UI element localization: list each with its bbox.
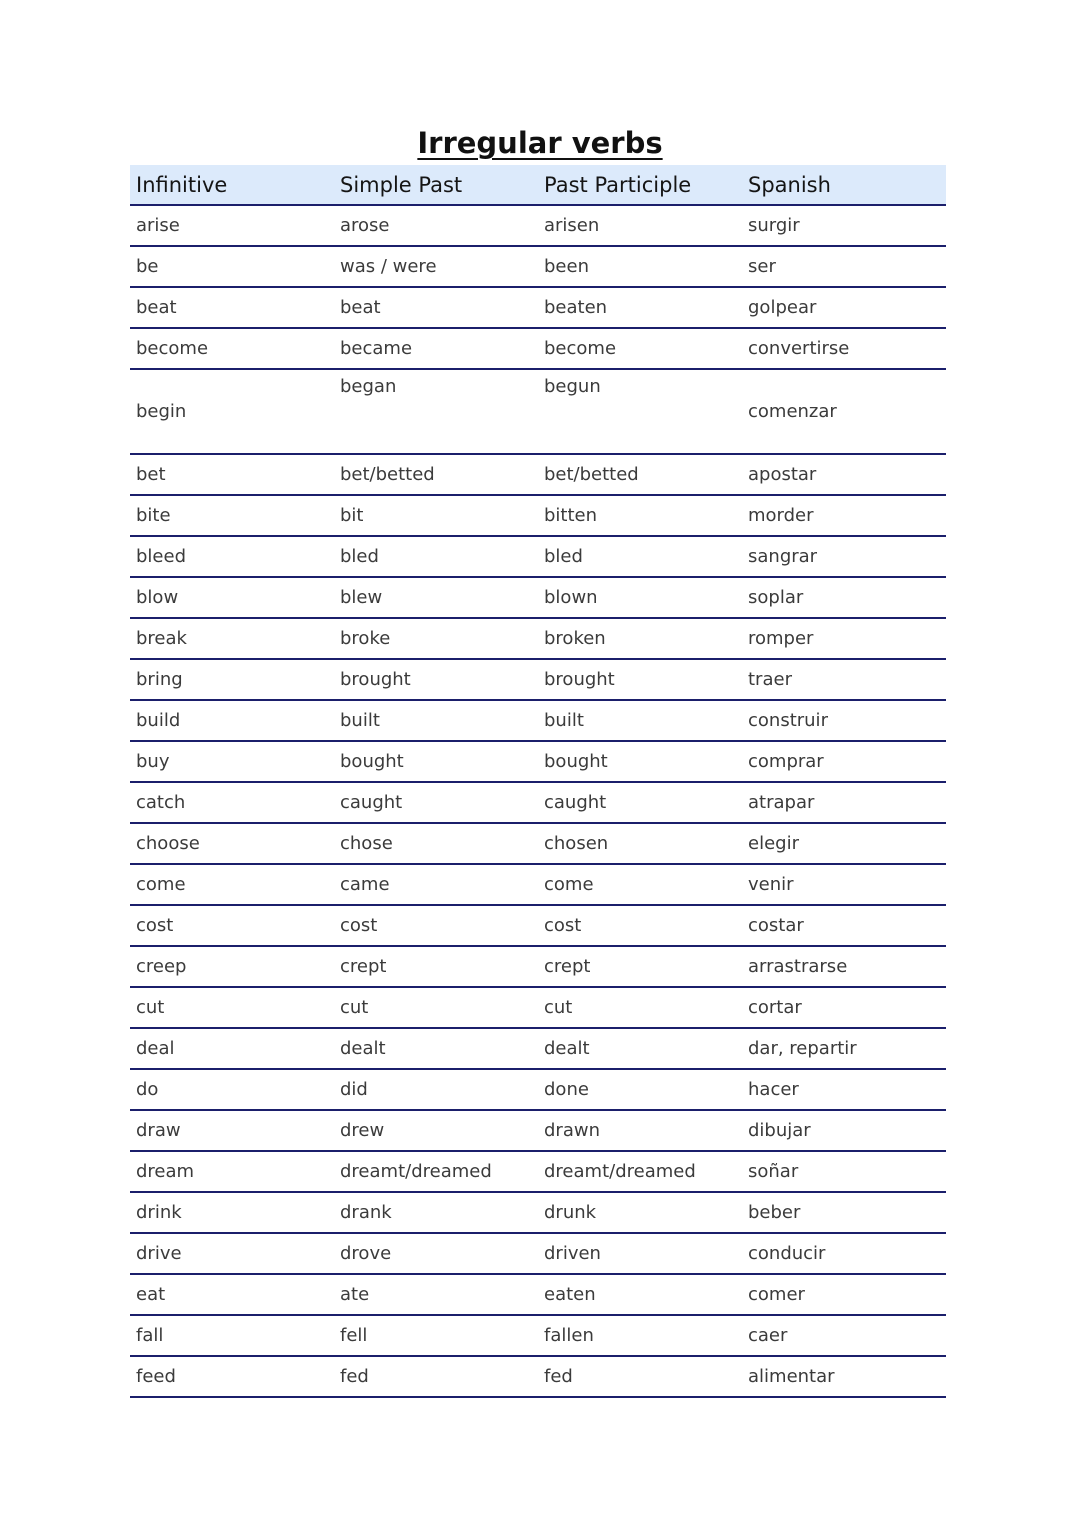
page-title: Irregular verbs	[417, 126, 663, 160]
cell-spanish: arrastrarse	[742, 946, 946, 987]
cell-infinitive: begin	[130, 369, 334, 454]
cell-infinitive: catch	[130, 782, 334, 823]
cell-past-participle: bitten	[538, 495, 742, 536]
cell-simple-past: became	[334, 328, 538, 369]
cell-past-participle: eaten	[538, 1274, 742, 1315]
table-row	[130, 1110, 946, 1151]
table-row	[130, 618, 946, 659]
cell-past-participle: become	[538, 328, 742, 369]
cell-spanish: ser	[742, 246, 946, 287]
cell-past-participle: bet/betted	[538, 454, 742, 495]
cell-spanish: morder	[742, 495, 946, 536]
cell-spanish: traer	[742, 659, 946, 700]
cell-past-participle: chosen	[538, 823, 742, 864]
cell-simple-past: brought	[334, 659, 538, 700]
table-row	[130, 495, 946, 536]
cell-spanish: comprar	[742, 741, 946, 782]
cell-simple-past: cost	[334, 905, 538, 946]
cell-simple-past: began	[334, 369, 538, 454]
table-row	[130, 1069, 946, 1110]
cell-simple-past: chose	[334, 823, 538, 864]
cell-infinitive: cost	[130, 905, 334, 946]
cell-past-participle: dreamt/dreamed	[538, 1151, 742, 1192]
cell-simple-past: fed	[334, 1356, 538, 1397]
column-header-past-participle: Past Participle	[538, 165, 742, 205]
table-row	[130, 823, 946, 864]
cell-past-participle: brought	[538, 659, 742, 700]
cell-past-participle: come	[538, 864, 742, 905]
cell-infinitive: buy	[130, 741, 334, 782]
cell-infinitive: feed	[130, 1356, 334, 1397]
cell-simple-past: bit	[334, 495, 538, 536]
cell-spanish: dar, repartir	[742, 1028, 946, 1069]
cell-simple-past: broke	[334, 618, 538, 659]
cell-infinitive: dream	[130, 1151, 334, 1192]
table-row	[130, 369, 946, 454]
cell-spanish: costar	[742, 905, 946, 946]
column-header-infinitive: Infinitive	[130, 165, 334, 205]
cell-simple-past: dealt	[334, 1028, 538, 1069]
cell-past-participle: cut	[538, 987, 742, 1028]
cell-past-participle: drunk	[538, 1192, 742, 1233]
cell-spanish: venir	[742, 864, 946, 905]
cell-infinitive: become	[130, 328, 334, 369]
cell-spanish: sangrar	[742, 536, 946, 577]
table-row	[130, 1274, 946, 1315]
table-row	[130, 1192, 946, 1233]
cell-infinitive: drive	[130, 1233, 334, 1274]
cell-past-participle: fallen	[538, 1315, 742, 1356]
cell-spanish: beber	[742, 1192, 946, 1233]
table-body	[130, 205, 946, 1397]
cell-infinitive: arise	[130, 205, 334, 246]
cell-past-participle: dealt	[538, 1028, 742, 1069]
cell-spanish: romper	[742, 618, 946, 659]
cell-infinitive: bleed	[130, 536, 334, 577]
cell-infinitive: bet	[130, 454, 334, 495]
table-row	[130, 864, 946, 905]
cell-spanish: surgir	[742, 205, 946, 246]
cell-past-participle: crept	[538, 946, 742, 987]
cell-simple-past: was / were	[334, 246, 538, 287]
cell-infinitive: build	[130, 700, 334, 741]
cell-simple-past: built	[334, 700, 538, 741]
cell-simple-past: did	[334, 1069, 538, 1110]
cell-past-participle: done	[538, 1069, 742, 1110]
cell-infinitive: bite	[130, 495, 334, 536]
cell-spanish: construir	[742, 700, 946, 741]
cell-past-participle: bled	[538, 536, 742, 577]
table-row	[130, 946, 946, 987]
cell-infinitive: come	[130, 864, 334, 905]
table-row	[130, 246, 946, 287]
cell-past-participle: bought	[538, 741, 742, 782]
cell-simple-past: bought	[334, 741, 538, 782]
cell-simple-past: drove	[334, 1233, 538, 1274]
cell-simple-past: cut	[334, 987, 538, 1028]
table-row	[130, 1315, 946, 1356]
cell-infinitive: beat	[130, 287, 334, 328]
cell-spanish: apostar	[742, 454, 946, 495]
cell-spanish: convertirse	[742, 328, 946, 369]
table-row	[130, 328, 946, 369]
table-row	[130, 454, 946, 495]
cell-spanish: conducir	[742, 1233, 946, 1274]
cell-infinitive: blow	[130, 577, 334, 618]
cell-infinitive: bring	[130, 659, 334, 700]
cell-simple-past: fell	[334, 1315, 538, 1356]
cell-past-participle: begun	[538, 369, 742, 454]
cell-past-participle: blown	[538, 577, 742, 618]
cell-spanish: elegir	[742, 823, 946, 864]
cell-simple-past: arose	[334, 205, 538, 246]
cell-simple-past: crept	[334, 946, 538, 987]
cell-infinitive: be	[130, 246, 334, 287]
table-row	[130, 987, 946, 1028]
cell-past-participle: broken	[538, 618, 742, 659]
cell-simple-past: dreamt/dreamed	[334, 1151, 538, 1192]
cell-past-participle: been	[538, 246, 742, 287]
cell-past-participle: built	[538, 700, 742, 741]
cell-infinitive: creep	[130, 946, 334, 987]
table-row	[130, 1028, 946, 1069]
cell-simple-past: blew	[334, 577, 538, 618]
cell-simple-past: caught	[334, 782, 538, 823]
cell-simple-past: beat	[334, 287, 538, 328]
table-row	[130, 659, 946, 700]
cell-spanish: comenzar	[742, 369, 946, 454]
cell-simple-past: bled	[334, 536, 538, 577]
cell-simple-past: came	[334, 864, 538, 905]
cell-past-participle: arisen	[538, 205, 742, 246]
cell-infinitive: drink	[130, 1192, 334, 1233]
cell-simple-past: ate	[334, 1274, 538, 1315]
table-row	[130, 577, 946, 618]
cell-infinitive: do	[130, 1069, 334, 1110]
cell-spanish: atrapar	[742, 782, 946, 823]
table-row	[130, 741, 946, 782]
cell-spanish: alimentar	[742, 1356, 946, 1397]
table-row	[130, 287, 946, 328]
table-row	[130, 205, 946, 246]
table-row	[130, 536, 946, 577]
table-row	[130, 1151, 946, 1192]
cell-past-participle: fed	[538, 1356, 742, 1397]
irregular-verbs-table	[130, 165, 946, 1398]
cell-simple-past: bet/betted	[334, 454, 538, 495]
cell-infinitive: fall	[130, 1315, 334, 1356]
cell-past-participle: driven	[538, 1233, 742, 1274]
cell-infinitive: draw	[130, 1110, 334, 1151]
cell-infinitive: choose	[130, 823, 334, 864]
cell-infinitive: cut	[130, 987, 334, 1028]
cell-infinitive: break	[130, 618, 334, 659]
table-row	[130, 1356, 946, 1397]
table-row	[130, 1233, 946, 1274]
cell-spanish: hacer	[742, 1069, 946, 1110]
table-row	[130, 782, 946, 823]
column-header-simple-past: Simple Past	[334, 165, 538, 205]
table-header-row	[130, 165, 946, 205]
cell-spanish: soñar	[742, 1151, 946, 1192]
table-row	[130, 700, 946, 741]
cell-spanish: golpear	[742, 287, 946, 328]
column-header-spanish: Spanish	[742, 165, 946, 205]
cell-spanish: comer	[742, 1274, 946, 1315]
cell-past-participle: beaten	[538, 287, 742, 328]
cell-spanish: caer	[742, 1315, 946, 1356]
cell-spanish: soplar	[742, 577, 946, 618]
cell-past-participle: drawn	[538, 1110, 742, 1151]
cell-past-participle: cost	[538, 905, 742, 946]
cell-simple-past: drank	[334, 1192, 538, 1233]
cell-spanish: cortar	[742, 987, 946, 1028]
cell-infinitive: eat	[130, 1274, 334, 1315]
table-row	[130, 905, 946, 946]
cell-simple-past: drew	[334, 1110, 538, 1151]
cell-spanish: dibujar	[742, 1110, 946, 1151]
cell-infinitive: deal	[130, 1028, 334, 1069]
cell-past-participle: caught	[538, 782, 742, 823]
